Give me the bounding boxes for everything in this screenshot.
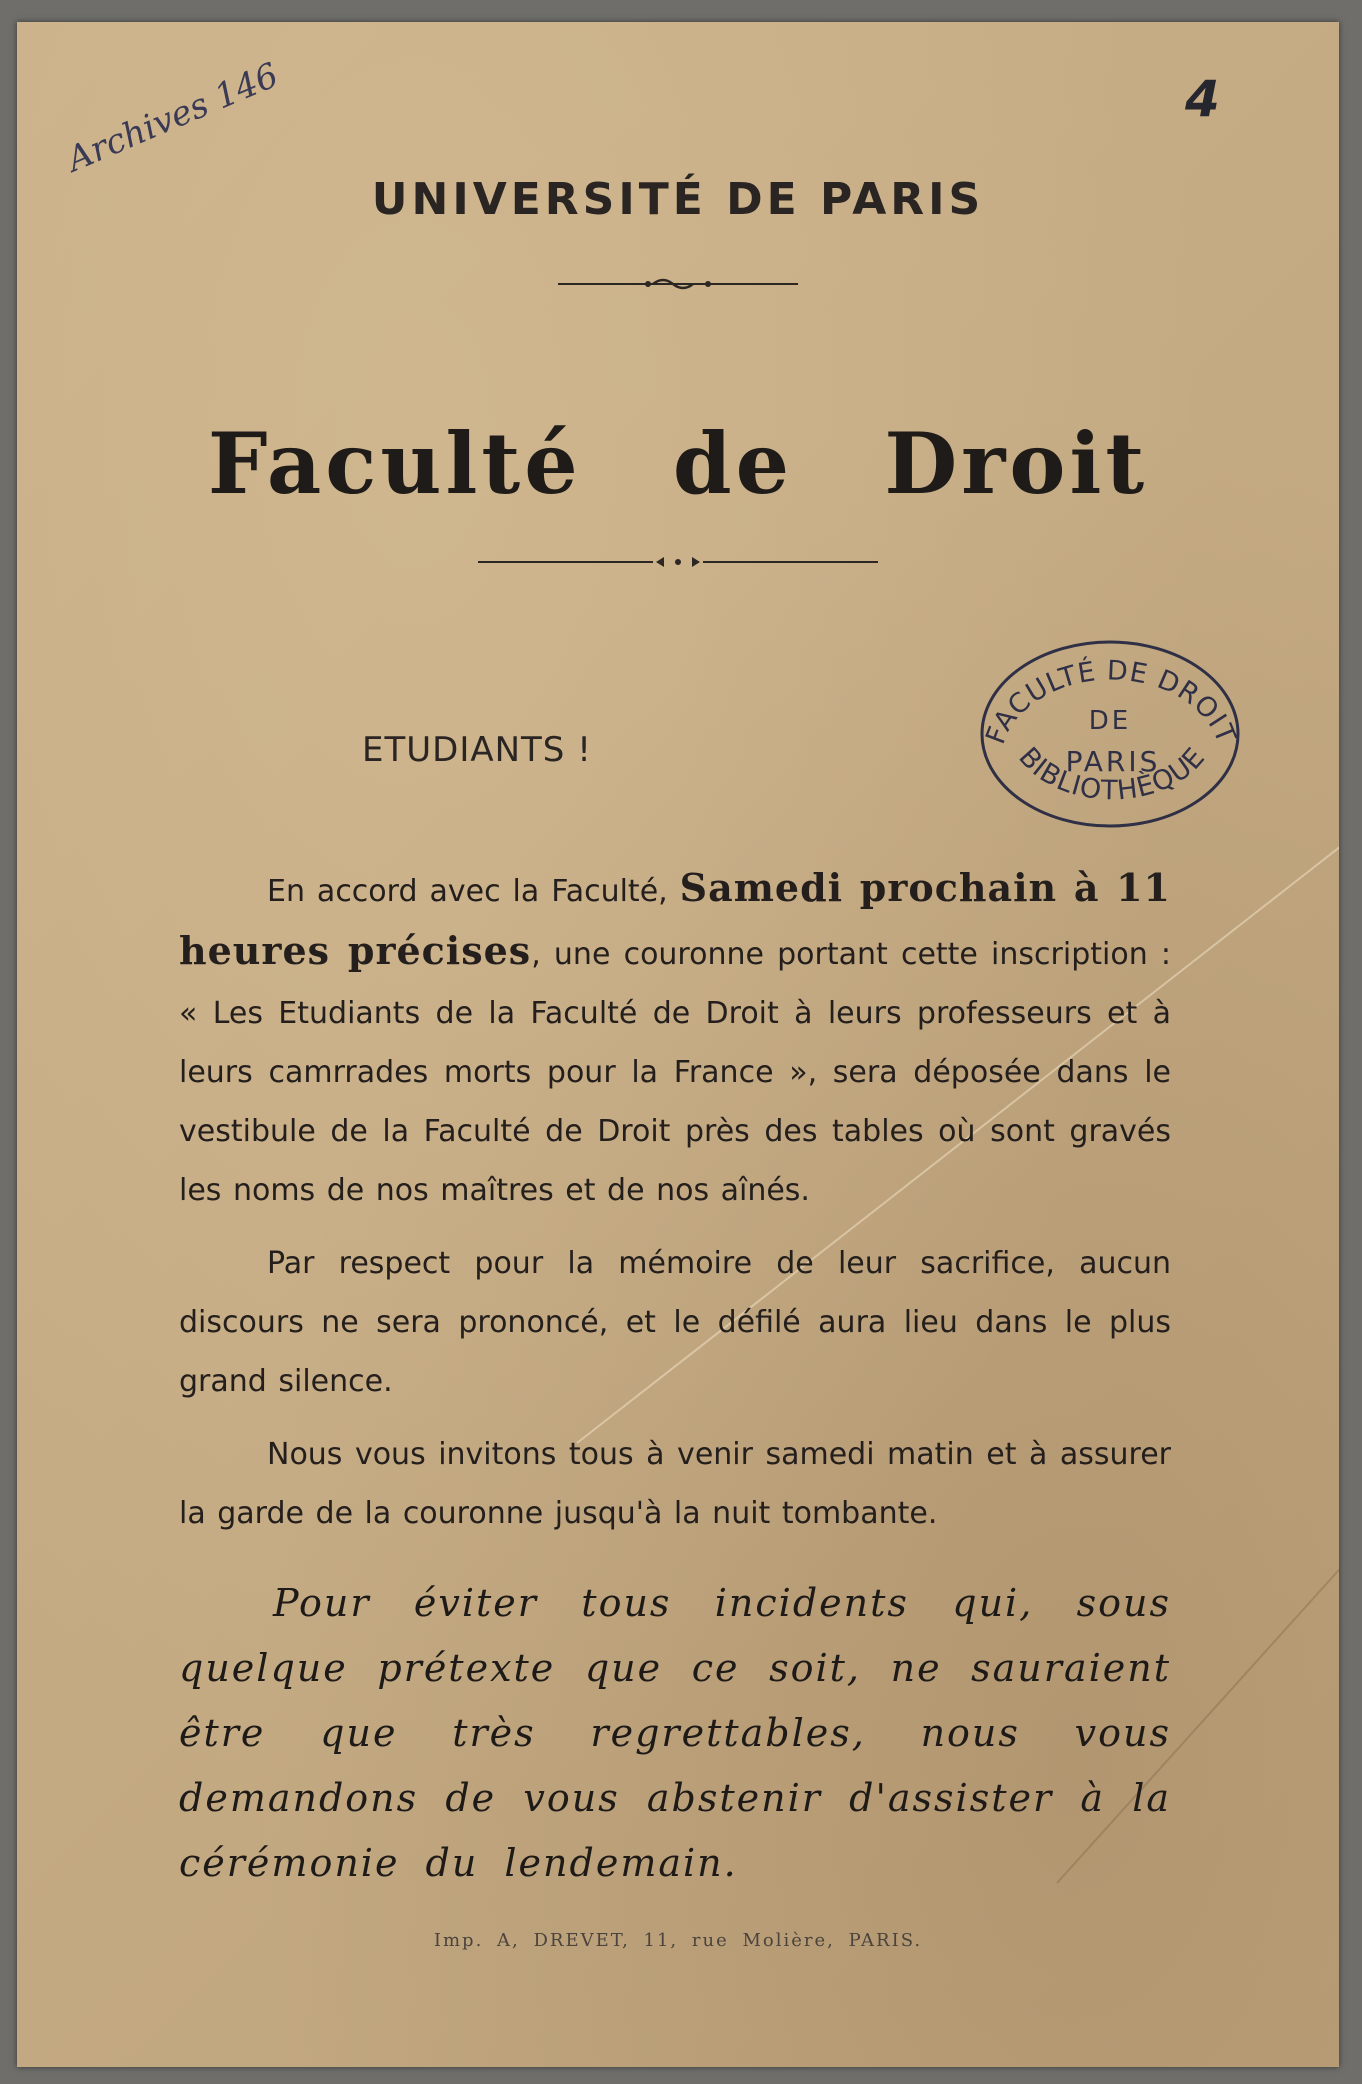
paragraph-silence: Par respect pour la mémoire de leur sacrifice, aucun discours ne sera prononcé, et le défilé aura lieu dans le plus grand silence. (179, 1246, 1171, 1399)
paragraph-announcement (179, 858, 1171, 1220)
stamp-paris-text: PARIS (1065, 745, 1161, 778)
paragraph-warning: Pour éviter tous incidents qui, sous quelque prétexte que ce soit, ne sauraient être que très regrettables, nous vous demandons de vous abstenir d'assister à la cérémonie du lendemain. (179, 1581, 1171, 1885)
notice-body (179, 858, 1171, 1910)
university-heading: UNIVERSITÉ DE PARIS (371, 174, 985, 225)
paragraph-invitation: Nous vous invitons tous à venir samedi matin et à assurer la garde de la couronne jusqu'à la nuit tombante. (179, 1437, 1171, 1531)
stamp-de-text: DE (1088, 706, 1132, 736)
library-stamp (975, 634, 1245, 838)
archive-handwritten-note: Archives 146 (61, 55, 285, 180)
ornament-divider-bottom (17, 552, 1339, 576)
stamp-bottom-arc-text: BIBLIOTHÈQUE (1012, 741, 1212, 807)
ornament-divider-icon (558, 274, 798, 294)
folio-number: 4 (1185, 70, 1220, 128)
stamp-seal-icon (975, 634, 1245, 834)
greeting: ETUDIANTS ! (362, 730, 592, 770)
emphasis-date-time: Samedi prochain à 11 heures précises (179, 865, 1171, 973)
ornament-divider-top (17, 274, 1339, 298)
paragraph-intro: En accord avec la Faculté, (267, 874, 680, 909)
paragraph-details: , une couronne portant cette inscription : « Les Etudiants de la Faculté de Droit à leurs professeurs et à leurs camrrades morts pour la France », sera déposée dans le vestibule de la Faculté de Droit près des tables où sont gravés les noms de nos maîtres et de nos aînés. (179, 937, 1171, 1208)
document-sheet (17, 22, 1339, 2067)
printer-imprint: Imp. A, DREVET, 11, rue Molière, PARIS. (433, 1930, 923, 1951)
stamp-top-arc-text: FACULTÉ DE DROIT (980, 655, 1242, 749)
faculty-title: Faculté de Droit (207, 414, 1149, 513)
ornament-rule-icon (478, 552, 878, 572)
